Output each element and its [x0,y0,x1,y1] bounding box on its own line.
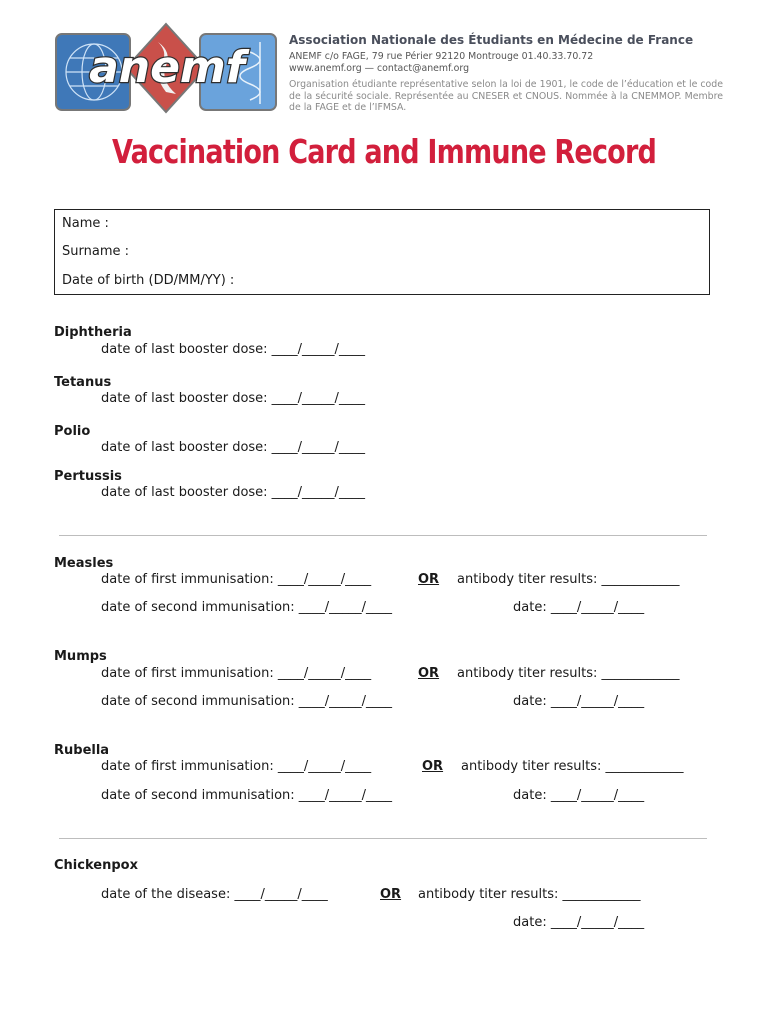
chickenpox-disease-date[interactable]: date of the disease: ____/_____/____ [101,887,328,902]
org-description: Organisation étudiante représentative selon la loi de 1901, le code de l’éducation et le code de la sécurité sociale. Représentée au CNESER et CNOUS. Nommée à la CNEMMOP. Membre de la FAGE et de l’IFMSA. [289,79,723,113]
logo-wordmark: anemf [89,42,245,93]
measles-heading: Measles [54,556,114,571]
rubella-titer-date[interactable]: date: ____/_____/____ [513,788,645,803]
section-divider-2 [59,838,707,839]
mumps-titer[interactable]: antibody titer results: ____________ [457,666,680,681]
measles-titer-date[interactable]: date: ____/_____/____ [513,600,645,615]
chickenpox-titer[interactable]: antibody titer results: ____________ [418,887,641,902]
pertussis-heading: Pertussis [54,469,122,484]
mumps-first-date[interactable]: date of first immunisation: ____/_____/____ [101,666,372,681]
rubella-first-date[interactable]: date of first immunisation: ____/_____/____ [101,759,372,774]
org-address: ANEMF c/o FAGE, 79 rue Périer 92120 Montrouge 01.40.33.70.72 [289,51,594,62]
measles-second-date[interactable]: date of second immunisation: ____/_____/____ [101,600,393,615]
page-title: Vaccination Card and Immune Record [111,132,657,171]
org-contact: www.anemf.org — contact@anemf.org [289,63,470,74]
polio-heading: Polio [54,424,91,439]
measles-first-date[interactable]: date of first immunisation: ____/_____/____ [101,572,372,587]
mumps-or: OR [418,666,440,681]
tetanus-booster-date[interactable]: date of last booster dose: ____/_____/____ [101,391,365,406]
tetanus-heading: Tetanus [54,375,112,390]
chickenpox-heading: Chickenpox [54,858,138,873]
measles-or: OR [418,572,440,587]
rubella-titer[interactable]: antibody titer results: ____________ [461,759,684,774]
polio-booster-date[interactable]: date of last booster dose: ____/_____/____ [101,440,365,455]
measles-titer[interactable]: antibody titer results: ____________ [457,572,680,587]
pertussis-booster-date[interactable]: date of last booster dose: ____/_____/____ [101,485,365,500]
organisation-header [289,33,723,114]
name-field-label[interactable]: Name : [62,216,109,231]
rubella-second-date[interactable]: date of second immunisation: ____/_____/____ [101,788,393,803]
surname-field-label[interactable]: Surname : [62,244,129,259]
chickenpox-or: OR [380,887,402,902]
mumps-heading: Mumps [54,649,107,664]
anemf-logo [54,22,280,114]
org-name: Association Nationale des Étudiants en Médecine de France [289,33,694,47]
chickenpox-titer-date[interactable]: date: ____/_____/____ [513,915,645,930]
rubella-heading: Rubella [54,743,110,758]
mumps-second-date[interactable]: date of second immunisation: ____/_____/____ [101,694,393,709]
identity-box [54,209,710,295]
rubella-or: OR [422,759,444,774]
mumps-titer-date[interactable]: date: ____/_____/____ [513,694,645,709]
diphtheria-booster-date[interactable]: date of last booster dose: ____/_____/____ [101,342,365,357]
dob-field-label[interactable]: Date of birth (DD/MM/YY) : [62,273,235,288]
section-divider [59,535,707,536]
diphtheria-heading: Diphtheria [54,325,132,340]
